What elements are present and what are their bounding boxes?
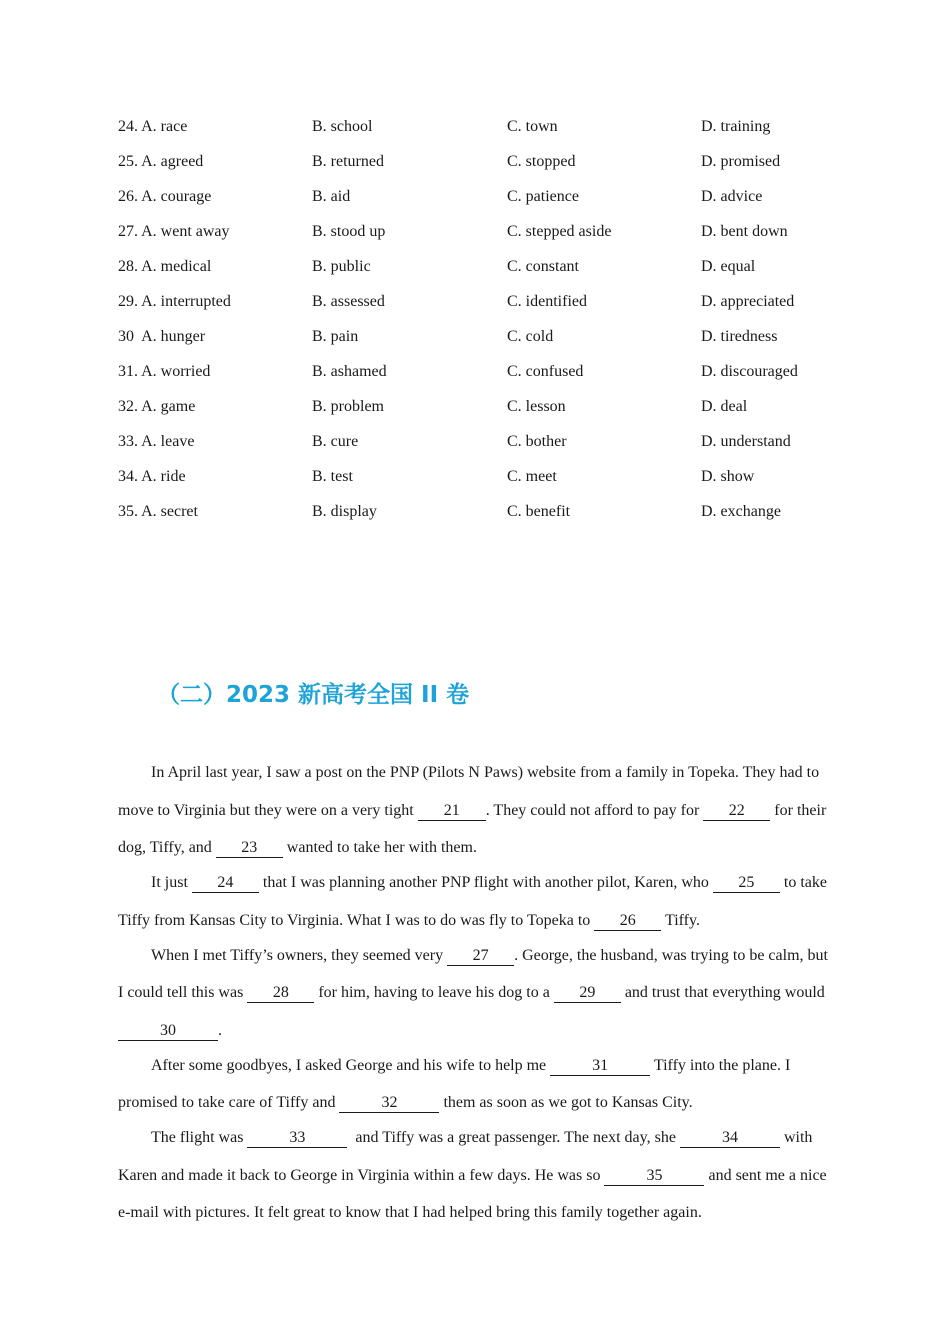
option-row-27 <box>118 221 858 256</box>
options-table <box>118 116 858 536</box>
passage <box>118 754 834 1229</box>
option-a: 26. A. courage <box>118 188 212 205</box>
option-b: B. returned <box>312 153 384 170</box>
blank-27: 27 <box>447 947 514 966</box>
option-b: B. public <box>312 258 371 275</box>
option-c: C. constant <box>507 258 579 275</box>
option-d: D. training <box>701 118 771 135</box>
section-title: （二）2023 新高考全国 II 卷 <box>157 682 470 708</box>
passage-text: wanted to take her with them. <box>282 839 477 856</box>
option-a: 28. A. medical <box>118 258 212 275</box>
blank-24: 24 <box>192 874 259 893</box>
option-a: 27. A. went away <box>118 223 230 240</box>
option-row-35 <box>118 501 858 536</box>
option-d: D. exchange <box>701 503 781 520</box>
option-d: D. deal <box>701 398 748 415</box>
option-c: C. benefit <box>507 503 571 520</box>
option-d: D. advice <box>701 188 763 205</box>
passage-text: Tiffy into the plane. I promised to take care of Tiffy and <box>118 1056 791 1111</box>
option-c: C. meet <box>507 468 557 485</box>
option-row-30 <box>118 326 858 361</box>
option-row-28 <box>118 256 858 291</box>
option-row-32 <box>118 396 858 431</box>
option-row-31 <box>118 361 858 396</box>
option-row-29 <box>118 291 858 326</box>
blank-26: 26 <box>594 912 661 931</box>
blank-30: 30 <box>118 1022 218 1041</box>
option-b: B. aid <box>312 188 351 205</box>
option-b: B. test <box>312 468 353 485</box>
option-a: 25. A. agreed <box>118 153 204 170</box>
option-a: 24. A. race <box>118 118 188 135</box>
passage-text: . <box>218 1021 222 1039</box>
passage-text: for him, having to leave his dog to a <box>314 984 554 1001</box>
option-d: D. promised <box>701 153 781 170</box>
paragraph-1 <box>118 754 834 867</box>
option-b: B. cure <box>312 433 359 450</box>
passage-text: Tiffy. <box>661 911 700 929</box>
option-d: D. equal <box>701 258 756 275</box>
blank-29: 29 <box>554 984 621 1003</box>
option-d: D. appreciated <box>701 293 795 310</box>
option-row-24 <box>118 116 858 151</box>
option-c: C. stepped aside <box>507 223 612 240</box>
option-c: C. cold <box>507 328 554 345</box>
blank-25: 25 <box>713 874 780 893</box>
passage-text: to take Tiffy from Kansas City to Virginia. What I was to do was fly to Topeka to <box>118 874 827 929</box>
option-a: 30 A. hunger <box>118 328 206 345</box>
option-a: 33. A. leave <box>118 433 195 450</box>
blank-33: 33 <box>247 1129 347 1148</box>
blank-34: 34 <box>680 1129 780 1148</box>
option-b: B. ashamed <box>312 363 387 380</box>
option-d: D. understand <box>701 433 791 450</box>
option-b: B. stood up <box>312 223 386 240</box>
option-a: 29. A. interrupted <box>118 293 231 310</box>
paragraph-2 <box>118 864 834 939</box>
option-b: B. assessed <box>312 293 385 310</box>
paragraph-3 <box>118 937 834 1050</box>
option-a: 35. A. secret <box>118 503 198 520</box>
passage-text: with Karen and made it back to George in Virginia within a few days. He was so <box>118 1129 813 1184</box>
passage-text: After some goodbyes, I asked George and his wife to help me <box>151 1056 551 1074</box>
passage-text: . They could not afford to pay for <box>485 801 704 819</box>
blank-21: 21 <box>418 802 486 821</box>
passage-text: It just <box>151 874 192 891</box>
option-d: D. bent down <box>701 223 788 240</box>
option-a: 32. A. game <box>118 398 196 415</box>
blank-31: 31 <box>550 1057 650 1076</box>
option-d: D. discouraged <box>701 363 798 380</box>
option-d: D. tiredness <box>701 328 778 345</box>
blank-28: 28 <box>247 984 314 1003</box>
blank-32: 32 <box>339 1094 439 1113</box>
passage-text: and sent me a nice e-mail with pictures. It felt great to know that I had helped bring this family together again. <box>118 1166 827 1221</box>
passage-text: and Tiffy was a great passenger. The next day, she <box>347 1129 680 1146</box>
paragraph-4 <box>118 1047 834 1122</box>
option-row-33 <box>118 431 858 466</box>
passage-text: When I met Tiffy’s owners, they seemed very <box>151 946 448 964</box>
option-b: B. school <box>312 118 373 135</box>
option-c: C. town <box>507 118 558 135</box>
option-b: B. problem <box>312 398 384 415</box>
option-b: B. pain <box>312 328 359 345</box>
option-b: B. display <box>312 503 377 520</box>
blank-22: 22 <box>703 802 770 821</box>
option-row-34 <box>118 466 858 501</box>
option-c: C. patience <box>507 188 579 205</box>
option-c: C. stopped <box>507 153 576 170</box>
passage-text: for their dog, Tiffy, and <box>118 801 827 856</box>
option-a: 31. A. worried <box>118 363 211 380</box>
passage-text: . George, the husband, was trying to be calm, but I could tell this was <box>118 946 828 1001</box>
option-row-25 <box>118 151 858 186</box>
option-a: 34. A. ride <box>118 468 186 485</box>
paragraph-5 <box>118 1119 834 1232</box>
passage-text: that I was planning another PNP flight with another pilot, Karen, who <box>258 874 713 891</box>
passage-text: The flight was <box>151 1129 248 1146</box>
passage-text: them as soon as we got to Kansas City. <box>439 1094 693 1111</box>
blank-23: 23 <box>216 839 283 858</box>
passage-text: and trust that everything would <box>620 984 825 1001</box>
option-row-26 <box>118 186 858 221</box>
passage-text: In April last year, I saw a post on the PNP (Pilots N Paws) website from a family in Topeka. They had to move to Virginia but they were on a very tight <box>118 764 820 819</box>
blank-35: 35 <box>604 1167 704 1186</box>
option-c: C. lesson <box>507 398 566 415</box>
option-d: D. show <box>701 468 755 485</box>
option-c: C. bother <box>507 433 567 450</box>
option-c: C. identified <box>507 293 587 310</box>
option-c: C. confused <box>507 363 584 380</box>
